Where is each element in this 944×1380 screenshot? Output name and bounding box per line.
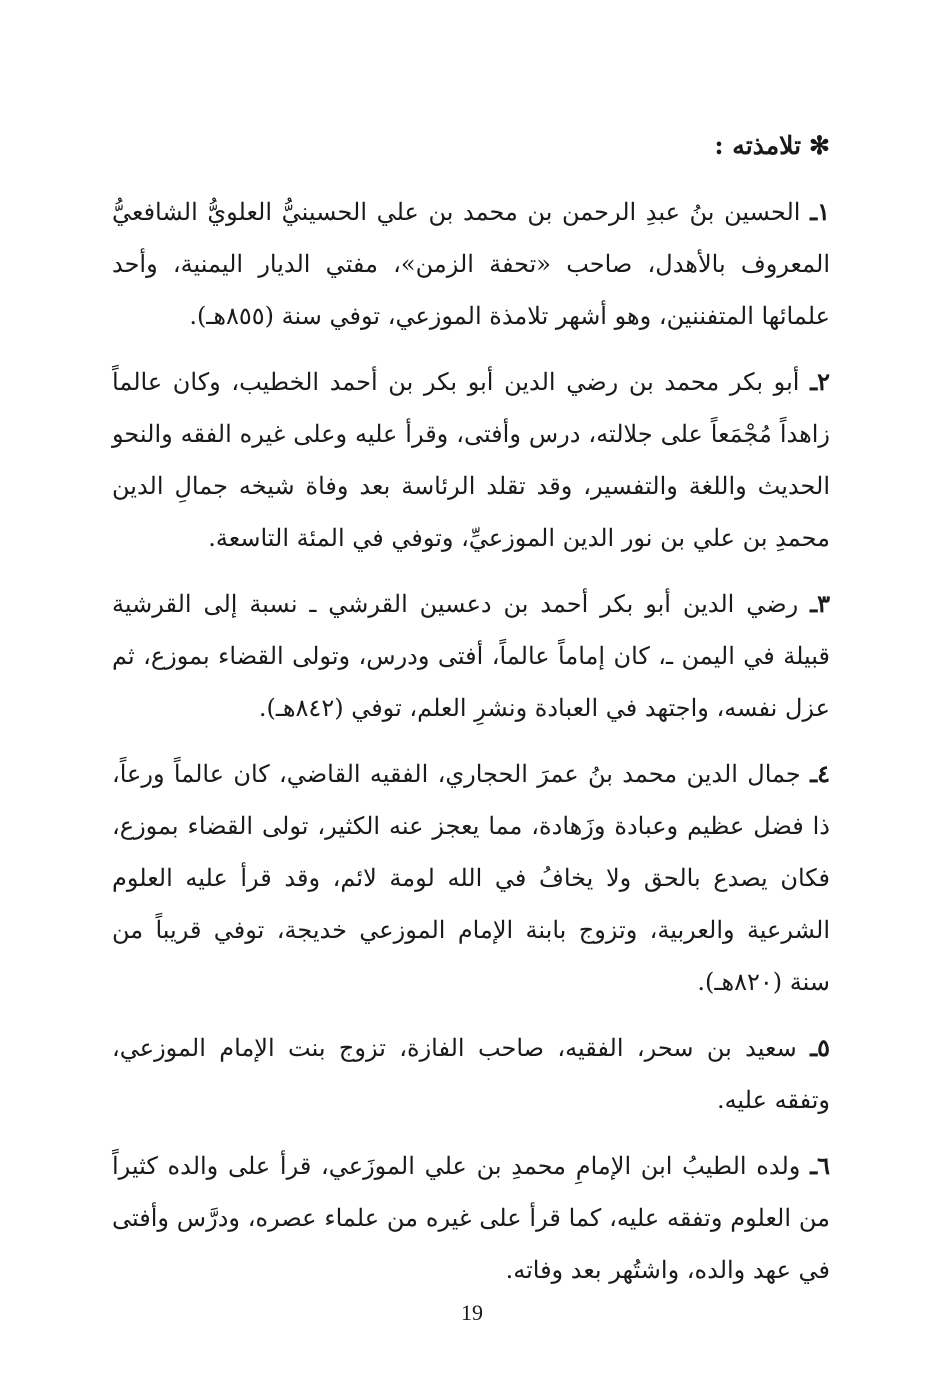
section-heading-text: تلامذته : — [714, 131, 802, 160]
asterisk-icon: ✻ — [809, 131, 830, 160]
student-entry — [112, 1022, 830, 1126]
section-heading — [112, 128, 830, 164]
entry-text: سعيد بن سحر، الفقيه، صاحب الفازة، تزوج بنت الإمام الموزعي، وتفقه عليه. — [112, 1034, 830, 1114]
entry-text: جمال الدين محمد بنُ عمرَ الحجاري، الفقيه القاضي، كان عالماً ورعاً، ذا فضل عظيم وعبادة وزَهادة، مما يعجز عنه الكثير، تولى القضاء بموزع، فكان يصدع بالحق ولا يخافُ في الله لومة لائم، وقد قرأ عليه العلوم الشرعية والعربية، وتزوج بابنة الإمام الموزعي خديجة، توفي قريباً من سنة (٨٢٠هـ). — [112, 760, 830, 996]
entry-number: ٣ـ — [810, 589, 831, 618]
student-entry — [112, 356, 830, 564]
page-number: 19 — [461, 1300, 483, 1325]
student-entry — [112, 1140, 830, 1296]
student-entry — [112, 186, 830, 342]
student-entry — [112, 578, 830, 734]
student-entry — [112, 748, 830, 1008]
entry-text: ولده الطيبُ ابن الإمامِ محمدِ بن علي الموزَعي، قرأ على والده كثيراً من العلوم وتفقه عليه، كما قرأ على غيره من علماء عصره، ودرَّس وأفتى في عهد والده، واشتُهر بعد وفاته. — [112, 1152, 830, 1284]
entry-text: أبو بكر محمد بن رضي الدين أبو بكر بن أحمد الخطيب، وكان عالماً زاهداً مُجْمَعاً على جلالته، درس وأفتى، وقرأ عليه وعلى غيره الفقه والنحو الحديث واللغة والتفسير، وقد تقلد الرئاسة بعد وفاة شيخه جمالِ الدين محمدِ بن علي بن نور الدين الموزعيِّ، وتوفي في المئة التاسعة. — [112, 368, 830, 552]
entry-text: رضي الدين أبو بكر أحمد بن دعسين القرشي ـ نسبة إلى القرشية قبيلة في اليمن ـ، كان إماماً عالماً، أفتى ودرس، وتولى القضاء بموزع، ثم عزل نفسه، واجتهد في العبادة ونشرِ العلم، توفي (٨٤٢هـ). — [112, 590, 830, 722]
entry-text: الحسين بنُ عبدِ الرحمن بن محمد بن علي الحسينيُّ العلويُّ الشافعيُّ المعروف بالأهدل، صاحب «تحفة الزمن»، مفتي الديار اليمنية، وأحد علمائها المتفننين، وهو أشهر تلامذة الموزعي، توفي سنة (٨٥٥هـ). — [112, 198, 830, 330]
page-body — [112, 128, 830, 1310]
entry-number: ٤ـ — [810, 759, 830, 788]
entry-number: ١ـ — [810, 197, 830, 226]
entry-number: ٥ـ — [810, 1033, 830, 1062]
entry-number: ٦ـ — [810, 1151, 830, 1180]
entry-number: ٢ـ — [810, 367, 830, 396]
